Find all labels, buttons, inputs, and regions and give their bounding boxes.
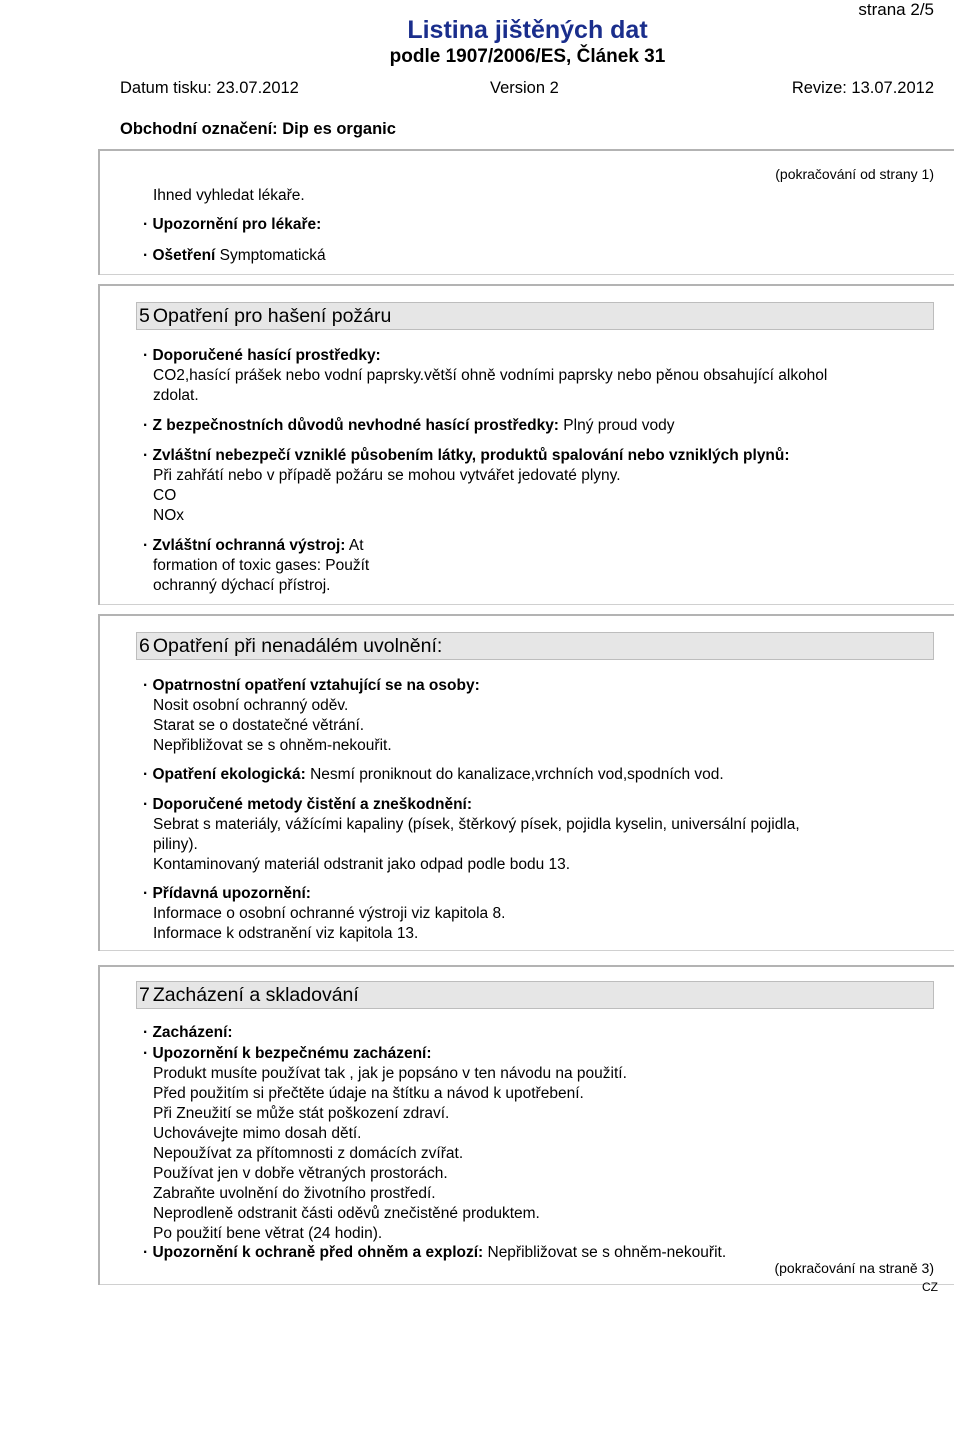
safe-handling-line: Uchovávejte mimo dosah dětí. bbox=[153, 1125, 362, 1142]
section-5-heading bbox=[136, 302, 934, 330]
section-7-heading bbox=[136, 981, 934, 1009]
print-date: Datum tisku: 23.07.2012 bbox=[120, 79, 299, 97]
section-6-heading bbox=[136, 632, 934, 660]
safe-handling-line: Při Zneužití se může stát poškození zdraví. bbox=[153, 1105, 450, 1122]
personal-precautions-line: Nosit osobní ochranný oděv. bbox=[153, 697, 349, 714]
treatment-value: Symptomatická bbox=[215, 247, 326, 264]
unsuitable-media-line bbox=[143, 416, 674, 436]
additional-info-line: Informace o osobní ochranné výstroji viz kapitola 8. bbox=[153, 905, 506, 922]
fire-protection-line bbox=[143, 1243, 726, 1263]
cleaning-methods-line: Kontaminovaný materiál odstranit jako odpad podle bodu 13. bbox=[153, 856, 571, 873]
safe-handling-line: Používat jen v dobře větraných prostorách. bbox=[153, 1165, 448, 1182]
unsuitable-media-label: · Z bezpečnostních důvodů nevhodné hasící prostředky: bbox=[143, 417, 559, 434]
protective-equipment-line: formation of toxic gases: Použít bbox=[153, 557, 370, 574]
continued-from-note: (pokračování od strany 1) bbox=[775, 166, 934, 182]
additional-info-label: · Přídavná upozornění: bbox=[143, 885, 311, 902]
environmental-line bbox=[143, 765, 724, 785]
first-aid-line: Ihned vyhledat lékaře. bbox=[153, 187, 305, 204]
document-title: Listina jištěných dat bbox=[407, 16, 648, 44]
safe-handling-line: Nepoužívat za přítomnosti z domácích zvířat. bbox=[153, 1145, 464, 1162]
special-hazards-label: · Zvláštní nebezpečí vzniklé působením látky, produktů spalování nebo vzniklých plynů: bbox=[143, 447, 790, 464]
fire-protection-label: · Upozornění k ochraně před ohněm a explozí: bbox=[143, 1244, 484, 1261]
protective-equipment-line bbox=[143, 536, 364, 556]
safe-handling-line: Zabraňte uvolnění do životního prostředí. bbox=[153, 1185, 436, 1202]
extinguishing-media-line: CO2,hasící prášek nebo vodní paprsky.větší ohně vodními paprsky nebo pěnou obsahující alkohol bbox=[153, 367, 828, 384]
special-hazards-line: Při zahřátí nebo v případě požáru se mohou vytvářet jedovaté plyny. bbox=[153, 467, 621, 484]
safe-handling-line: Po použití bene větrat (24 hodin). bbox=[153, 1225, 383, 1242]
personal-precautions-label: · Opatrnostní opatření vztahující se na osoby: bbox=[143, 677, 480, 694]
protective-equipment-label: · Zvláštní ochranná výstroj: bbox=[143, 537, 346, 554]
version: Version 2 bbox=[490, 79, 559, 97]
physician-label: · Upozornění pro lékaře: bbox=[143, 216, 322, 233]
section-title: Opatření při nenadálém uvolnění: bbox=[152, 635, 443, 657]
section-title: Opatření pro hašení požáru bbox=[152, 305, 392, 327]
section-number: 5 bbox=[139, 305, 150, 327]
special-hazards-line: NOx bbox=[153, 507, 184, 524]
extinguishing-media-line: zdolat. bbox=[153, 387, 199, 404]
trade-name: Obchodní označení: Dip es organic bbox=[120, 120, 396, 138]
revision-date: Revize: 13.07.2012 bbox=[791, 79, 934, 97]
language-code: CZ bbox=[922, 1280, 938, 1294]
personal-precautions-line: Nepřibližovat se s ohněm-nekouřit. bbox=[153, 737, 392, 754]
treatment-label: · Ošetření bbox=[143, 247, 216, 264]
cleaning-methods-label: · Doporučené metody čistění a zneškodnění: bbox=[143, 796, 473, 813]
section-title: Zacházení a skladování bbox=[152, 984, 359, 1006]
environmental-label: · Opatření ekologická: bbox=[143, 766, 306, 783]
safe-handling-line: Produkt musíte používat tak , jak je popsáno v ten návodu na použití. bbox=[153, 1065, 627, 1082]
fire-protection-value: Nepřibližovat se s ohněm-nekouřit. bbox=[483, 1244, 727, 1261]
safe-handling-label: · Upozornění k bezpečnému zacházení: bbox=[143, 1045, 432, 1062]
environmental-value: Nesmí proniknout do kanalizace,vrchních vod,spodních vod. bbox=[305, 766, 724, 783]
cleaning-methods-line: piliny). bbox=[153, 836, 198, 853]
section-number: 7 bbox=[139, 984, 150, 1006]
additional-info-line: Informace k odstranění viz kapitola 13. bbox=[153, 925, 419, 942]
protective-equipment-line: ochranný dýchací přístroj. bbox=[153, 577, 331, 594]
personal-precautions-line: Starat se o dostatečné větrání. bbox=[153, 717, 365, 734]
safe-handling-line: Neprodleně odstranit části oděvů znečistěné produktem. bbox=[153, 1205, 540, 1222]
cleaning-methods-line: Sebrat s materiály, vážícími kapaliny (písek, štěrkový písek, pojidla kyselin, universální pojidla, bbox=[153, 816, 800, 833]
extinguishing-media-label: · Doporučené hasící prostředky: bbox=[143, 347, 381, 364]
document-subtitle: podle 1907/2006/ES, Článek 31 bbox=[389, 46, 666, 67]
page-number: strana 2/5 bbox=[858, 0, 934, 19]
continued-on-note: (pokračování na straně 3) bbox=[774, 1260, 934, 1276]
section-number: 6 bbox=[139, 635, 150, 657]
handling-label: · Zacházení: bbox=[143, 1024, 233, 1041]
protective-equipment-value: At bbox=[345, 537, 364, 554]
safe-handling-line: Před použitím si přečtěte údaje na štítku a návod k upotřebení. bbox=[153, 1085, 584, 1102]
special-hazards-line: CO bbox=[153, 487, 177, 504]
treatment-line bbox=[143, 246, 326, 266]
unsuitable-media-value: Plný proud vody bbox=[558, 417, 675, 434]
